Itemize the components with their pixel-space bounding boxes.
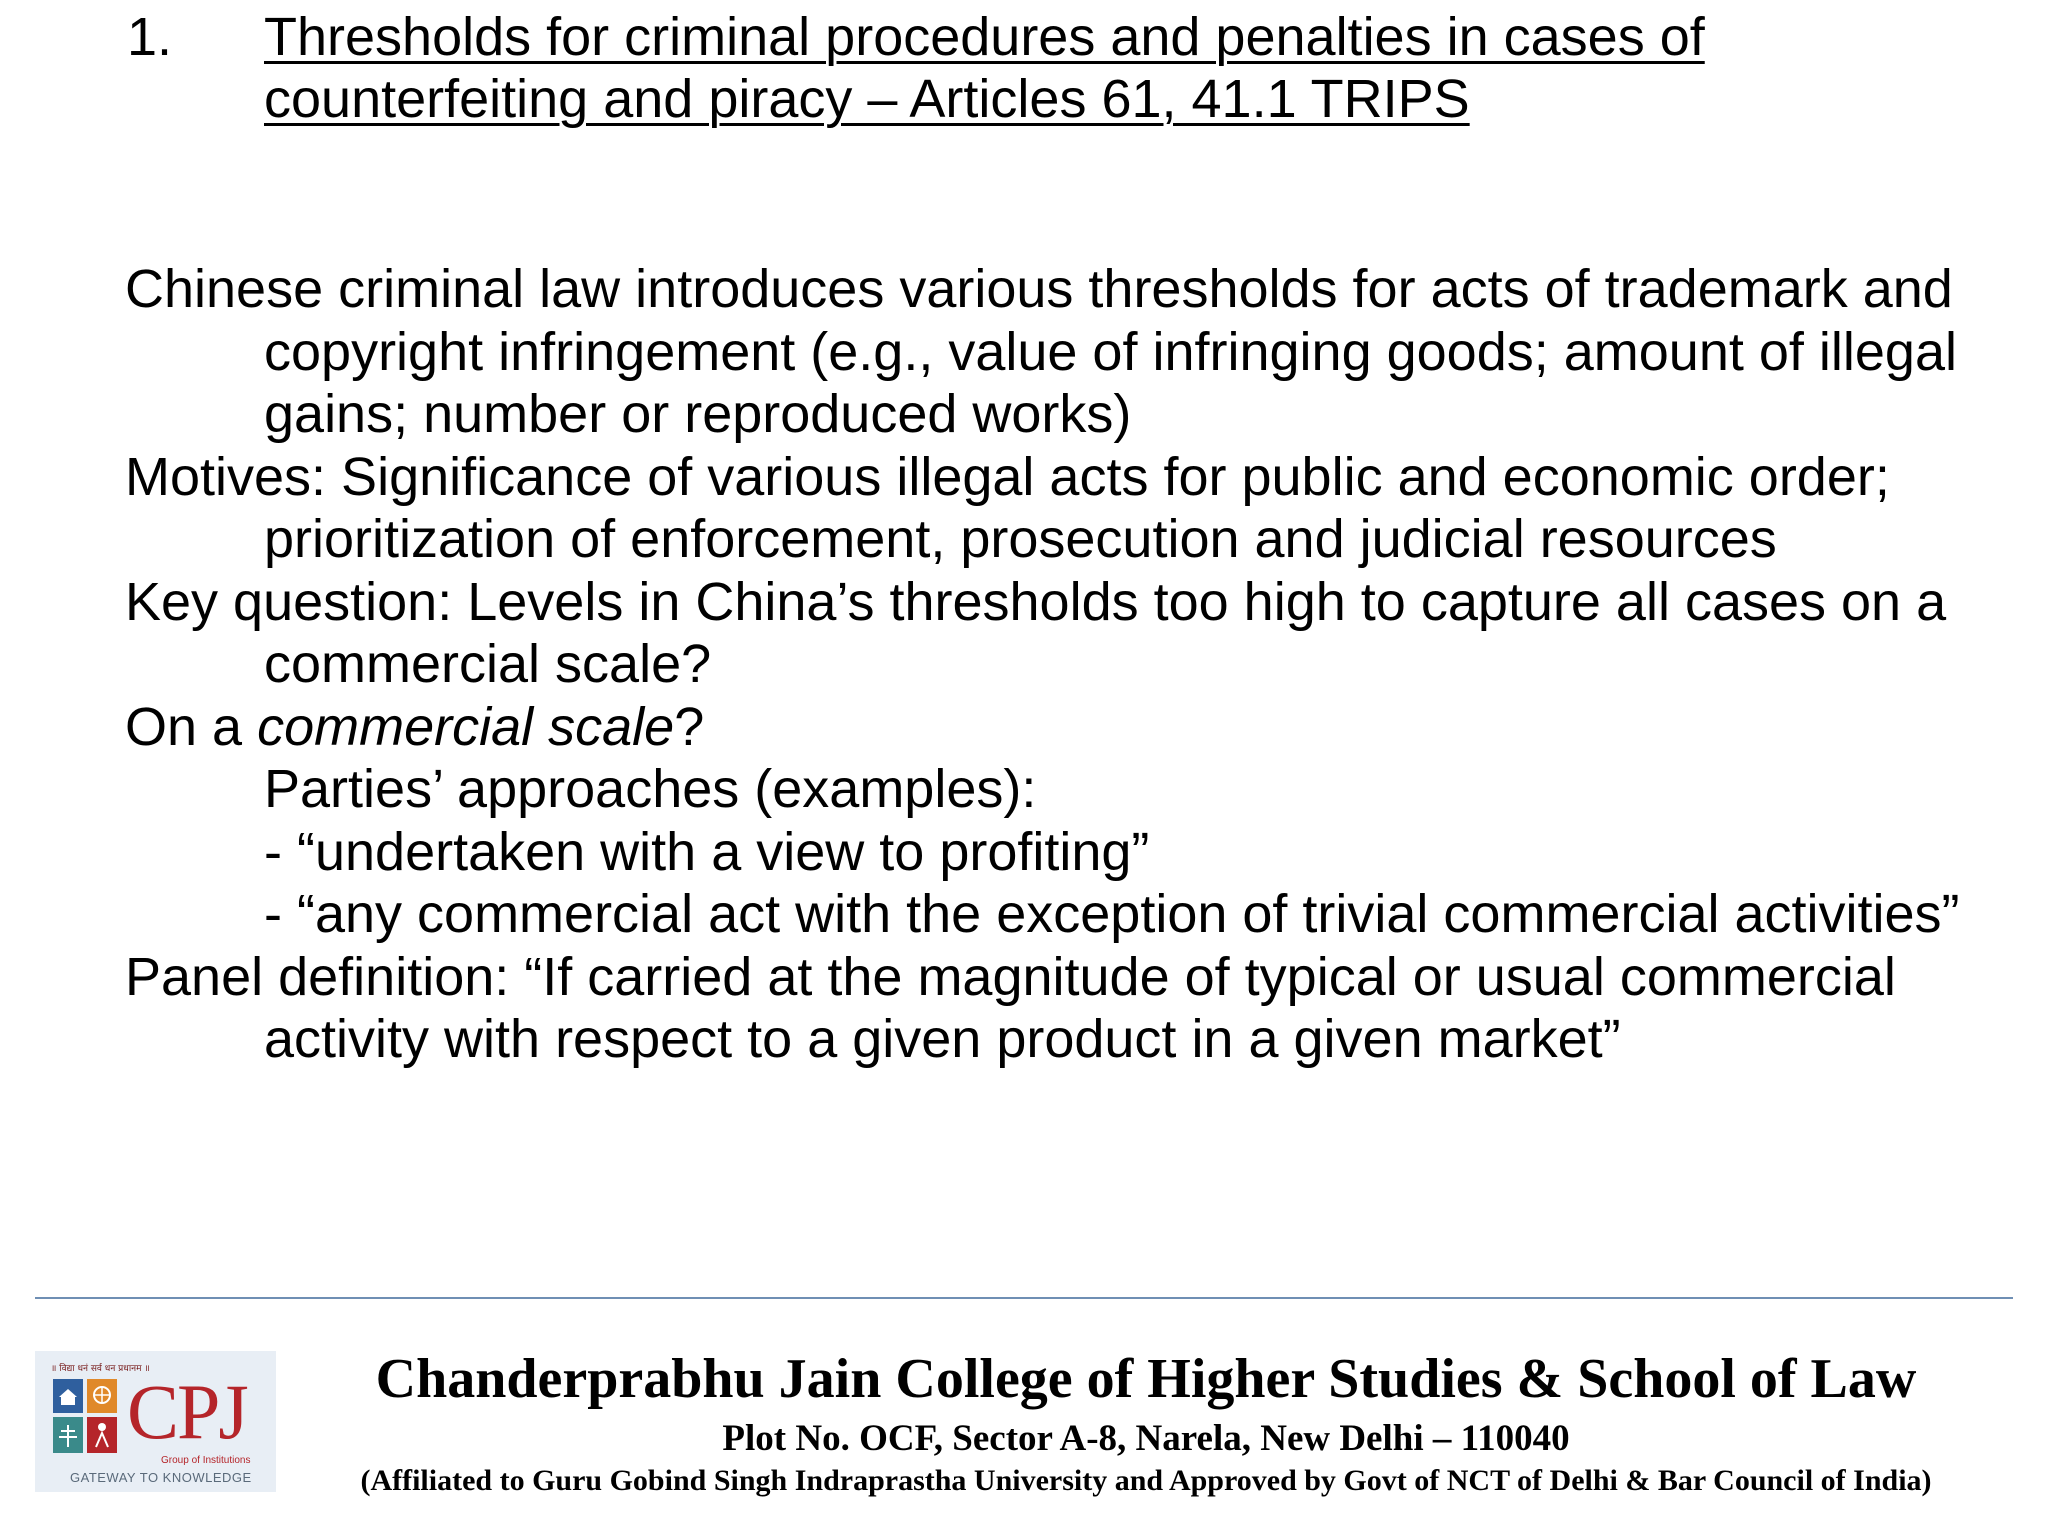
commercial-scale-suffix: ? (674, 696, 705, 757)
college-address: Plot No. OCF, Sector A-8, Narela, New Delhi – 110040 (722, 1418, 1570, 1459)
college-logo (35, 1351, 276, 1492)
heading-title: Thresholds for criminal procedures and penalties in cases of counterfeiting and piracy – Articles 61, 41.1 TRIPS (264, 7, 1705, 129)
college-name: Chanderprabhu Jain College of Higher Studies & School of Law (375, 1348, 1917, 1410)
paragraph-panel-definition: Panel definition: “If carried at the magnitude of typical or usual commercial activity with respect to a given product in a given market” (125, 946, 1896, 1069)
college-affiliation: (Affiliated to Guru Gobind Singh Indraprastha University and Approved by Govt of NCT of Delhi & Bar Council of India) (360, 1464, 1932, 1497)
paragraph-chinese-criminal-law: Chinese criminal law introduces various thresholds for acts of trademark and copyright infringement (e.g., value of infringing goods; amount of illegal gains; number or reproduced works) (125, 259, 1957, 444)
commercial-scale-prefix: On a (125, 696, 258, 757)
logo-tagline: ॥ विद्या धनं सर्व धन प्रधानम ॥ (51, 1364, 150, 1374)
commercial-scale-italic: commercial scale (257, 696, 675, 757)
logo-group-text: Group of Institutions (161, 1455, 251, 1466)
paragraph-commercial-scale (125, 696, 1985, 759)
approach-item-commercial-act: - “any commercial act with the exception of trivial commercial activities” (264, 884, 1960, 944)
approach-item-profiting: - “undertaken with a view to profiting” (264, 821, 1150, 882)
logo-cpj-text: CPJ (127, 1368, 247, 1455)
paragraph-motives: Motives: Significance of various illegal acts for public and economic order; prioritization of enforcement, prosecution and judicial resources (125, 446, 1890, 569)
heading-number: 1. (127, 7, 173, 67)
footer-divider (35, 1297, 2013, 1299)
parties-approaches-label: Parties’ approaches (examples): (264, 759, 1037, 819)
slide-body (125, 258, 1985, 1071)
logo-gateway-text: GATEWAY TO KNOWLEDGE (70, 1470, 252, 1485)
paragraph-key-question: Key question: Levels in China’s thresholds too high to capture all cases on a commercial scale? (125, 571, 1947, 694)
cpj-shield-icon (51, 1377, 119, 1457)
